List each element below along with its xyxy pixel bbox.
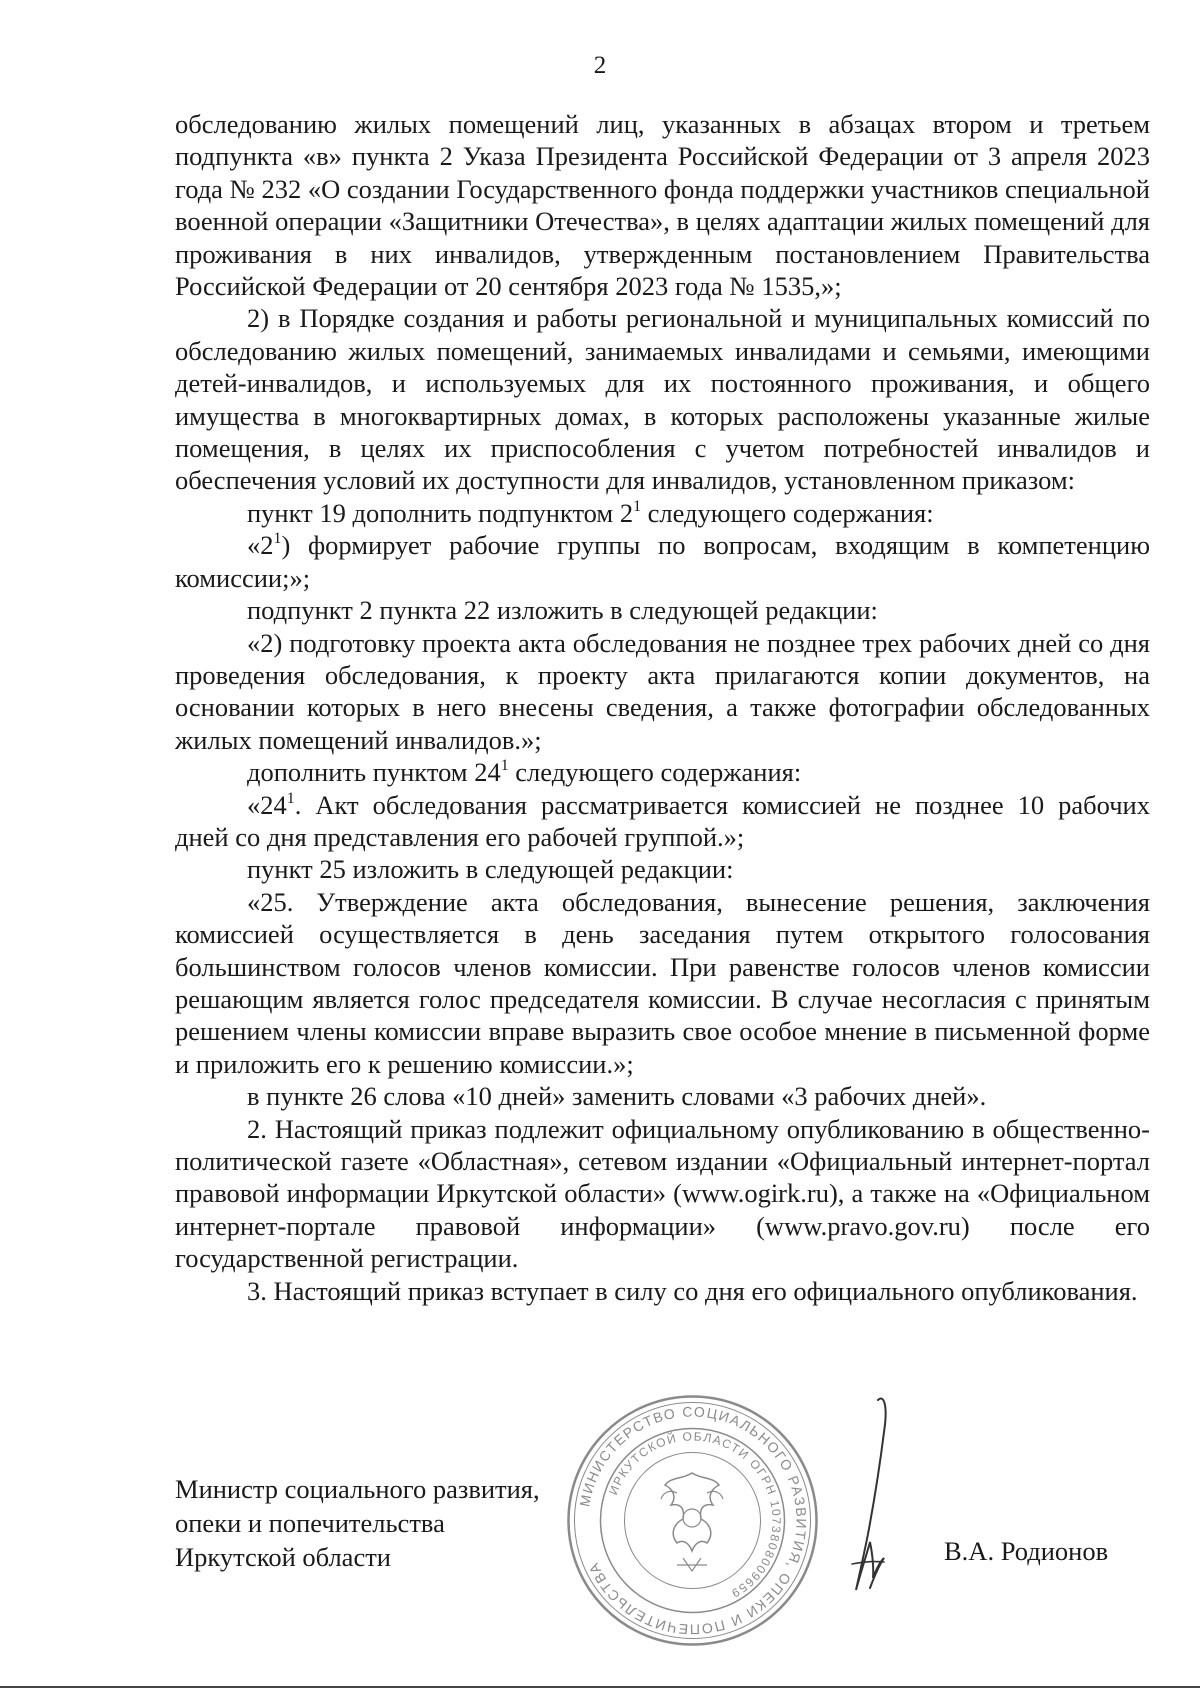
paragraph-text: в пункте 26 слова «10 дней» заменить словами «3 рабочих дней». [247, 1081, 987, 1112]
paragraph-text: следующего содержания: [508, 757, 802, 788]
paragraph [175, 1113, 1150, 1275]
signer-position-line: Министр социального развития, [175, 1474, 540, 1504]
handwritten-signature [840, 1392, 910, 1607]
paragraph-text: «25. Утверждение акта обследования, вынесение решения, заключения комиссией осуществляется в день заседания путем открытого голосования большинством голосов членов комиссии. При равенстве голосов членов комиссии решающим является голос председателя комиссии. В случае несогласия с принятым решением члены комиссии вправе выразить свое особое мнение в письменной форме и приложить его к решению комиссии.»; [175, 886, 1150, 1079]
paragraph [175, 108, 1150, 302]
superscript: 1 [286, 789, 295, 807]
seal-inner-text: ИРКУТСКОЙ ОБЛАСТИ ОГРН 1073808009659 [606, 1429, 784, 1601]
paragraph-text: 3. Настоящий приказ вступает в силу со дня его официального опубликования. [247, 1275, 1138, 1306]
paragraph [175, 853, 1150, 885]
signer-position-line: Иркутской области [175, 1542, 391, 1572]
paragraph [175, 497, 1150, 529]
signer-position [175, 1472, 540, 1574]
seal-outer-text: МИНИСТЕРСТВО СОЦИАЛЬНОГО РАЗВИТИЯ, ОПЕКИ И ПОПЕЧИТЕЛЬСТВА [576, 1403, 810, 1638]
superscript: 1 [273, 530, 282, 548]
paragraph-text: «2) подготовку проекта акта обследования не позднее трех рабочих дней со дня проведения обследования, к проекту акта прилагаются копии документов, на основании которых в него внесены сведения, а также фотографии обследованных жилых помещений инвалидов.»; [175, 627, 1150, 755]
paragraph-text: 2) в Порядке создания и работы региональной и муниципальных комиссий по обследованию жилых помещений, занимаемых инвалидами и семьями, имеющими детей-инвалидов, и используемых для их постоянного проживания, и общего имущества в многоквартирных домах, в которых расположены указанные жилые помещения, в целях их приспособления с учетом потребностей инвалидов и обеспечения условий их доступности для инвалидов, установленном приказом: [175, 303, 1150, 496]
paragraph-text: дополнить пунктом 24 [247, 757, 501, 788]
signer-name: В.А. Родионов [944, 1536, 1109, 1566]
signer-position-line: опеки и попечительства [175, 1508, 445, 1538]
paragraph [175, 789, 1150, 854]
paragraph-text: . Акт обследования рассматривается комиссией не позднее 10 рабочих дней со дня представления его рабочей группой.»; [175, 789, 1150, 852]
paragraph-text: подпункт 2 пункта 22 изложить в следующей редакции: [247, 595, 878, 626]
paragraph-text: «2 [247, 530, 274, 561]
paragraph [175, 886, 1150, 1080]
paragraph [175, 594, 1150, 626]
paragraph-text: обследованию жилых помещений лиц, указанных в абзацах втором и третьем подпункта «в» пункта 2 Указа Президента Российской Федерации от 3 апреля 2023 года № 232 «О создании Государственного фонда поддержки участников специальной военной операции «Защитники Отечества», в целях адаптации жилых помещений для проживания в них инвалидов, утвержденным постановлением Правительства Российской Федерации от 20 сентября 2023 года № 1535,»; [175, 109, 1150, 302]
bottom-rule [0, 1686, 1200, 1688]
superscript: 1 [500, 757, 509, 774]
paragraph-text: 2. Настоящий приказ подлежит официальному опубликованию в общественно-политической газете «Областная», сетевом издании «Официальный интернет-портал правовой информации Иркутской области» (www.ogirk.ru), а также на «Официальном интернет-портале правовой информации» (www.pravo.gov.ru) после его государственной регистрации. [175, 1113, 1150, 1274]
paragraph-text: пункт 19 дополнить подпунктом 2 [247, 497, 634, 528]
paragraph-text: «24 [247, 789, 287, 820]
page-number: 2 [593, 52, 607, 79]
paragraph [175, 529, 1150, 594]
paragraph [175, 302, 1150, 496]
paragraph-text: следующего содержания: [641, 497, 934, 528]
official-seal-stamp [565, 1393, 820, 1648]
paragraph [175, 1275, 1150, 1307]
paragraph-text: ) формирует рабочие группы по вопросам, входящим в компетенцию комиссии;»; [175, 530, 1150, 593]
paragraph [175, 627, 1150, 757]
paragraph-text: пункт 25 изложить в следующей редакции: [247, 854, 734, 885]
paragraph [175, 1080, 1150, 1112]
document-body [175, 108, 1150, 1307]
superscript: 1 [633, 497, 642, 515]
paragraph [175, 756, 1150, 788]
